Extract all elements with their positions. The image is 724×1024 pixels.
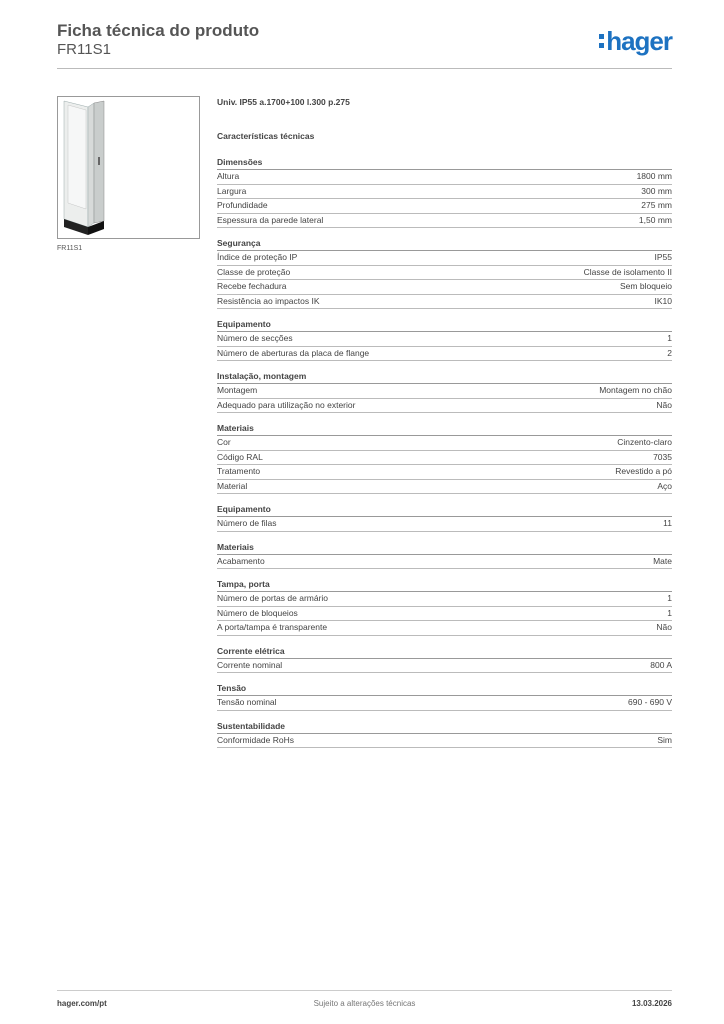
spec-value: 300 mm <box>641 185 672 196</box>
spec-label: Cor <box>217 437 231 447</box>
spec-row <box>217 465 672 480</box>
section-title: Instalação, montagem <box>217 371 672 384</box>
spec-value: 1 <box>667 607 672 618</box>
spec-row <box>217 199 672 214</box>
spec-row <box>217 295 672 310</box>
spec-value: Sem bloqueio <box>620 281 672 291</box>
spec-value: Mate <box>653 555 672 566</box>
spec-label: Código RAL <box>217 451 263 462</box>
spec-label: Número de portas de armário <box>217 593 329 603</box>
section-title: Tensão <box>217 683 672 696</box>
header <box>57 20 259 59</box>
logo-text: hager <box>606 26 672 56</box>
spec-section <box>217 542 672 570</box>
footer-date: 13.03.2026 <box>631 999 672 1008</box>
section-title: Materiais <box>217 542 672 555</box>
spec-section <box>217 238 672 309</box>
section-title: Dimensões <box>217 157 672 170</box>
spec-section <box>217 579 672 636</box>
spec-section <box>217 646 672 674</box>
specs-heading: Características técnicas <box>217 131 315 141</box>
spec-value: Cinzento-claro <box>617 437 672 447</box>
section-title: Materiais <box>217 423 672 436</box>
spec-label: Índice de proteção IP <box>217 252 298 262</box>
spec-label: Altura <box>217 171 240 181</box>
spec-value: Montagem no chão <box>599 385 672 395</box>
spec-value: 275 mm <box>641 200 672 210</box>
spec-value: 800 A <box>650 659 672 670</box>
spec-label: Profundidade <box>217 200 268 210</box>
spec-label: A porta/tampa é transparente <box>217 622 328 632</box>
section-title: Sustentabilidade <box>217 721 672 734</box>
section-title: Corrente elétrica <box>217 646 672 659</box>
spec-label: Número de aberturas da placa de flange <box>217 347 370 358</box>
spec-value: Não <box>656 399 672 410</box>
product-code: FR11S1 <box>57 41 111 58</box>
cabinet-image <box>58 97 199 238</box>
spec-value: IK10 <box>654 295 672 306</box>
spec-label: Acabamento <box>217 555 265 566</box>
specs-sections <box>217 157 672 748</box>
spec-row <box>217 214 672 229</box>
spec-row <box>217 384 672 399</box>
spec-label: Tratamento <box>217 466 261 476</box>
spec-row <box>217 696 672 711</box>
product-description: Univ. IP55 a.1700+100 l.300 p.275 <box>217 97 350 107</box>
spec-value: IP55 <box>654 252 672 262</box>
spec-value: 7035 <box>653 451 672 462</box>
spec-value: 1 <box>667 593 672 603</box>
spec-row <box>217 734 672 749</box>
spec-row <box>217 436 672 451</box>
spec-row <box>217 251 672 266</box>
spec-label: Montagem <box>217 385 258 395</box>
spec-value: Aço <box>657 480 672 491</box>
spec-section <box>217 423 672 494</box>
spec-section <box>217 683 672 711</box>
spec-value: 690 - 690 V <box>628 697 672 707</box>
spec-row <box>217 480 672 495</box>
spec-value: 1,50 mm <box>638 214 672 225</box>
spec-row <box>217 332 672 347</box>
spec-label: Conformidade RoHs <box>217 734 295 745</box>
footer-website[interactable]: hager.com/pt <box>57 999 107 1008</box>
spec-value: Sim <box>657 734 672 745</box>
spec-section <box>217 504 672 532</box>
spec-value: Classe de isolamento II <box>583 266 672 277</box>
spec-label: Material <box>217 480 248 491</box>
section-title: Segurança <box>217 238 672 251</box>
spec-row <box>217 266 672 281</box>
spec-row <box>217 451 672 466</box>
section-title: Tampa, porta <box>217 579 672 592</box>
image-caption: FR11S1 <box>57 245 83 252</box>
spec-label: Número de secções <box>217 333 293 343</box>
spec-row <box>217 185 672 200</box>
spec-row <box>217 607 672 622</box>
specs-content <box>217 97 672 758</box>
spec-row <box>217 517 672 532</box>
spec-value: Revestido a pó <box>615 466 672 476</box>
spec-value: 1800 mm <box>636 171 672 181</box>
logo-colon-icon <box>599 34 604 48</box>
spec-row <box>217 621 672 636</box>
spec-label: Largura <box>217 185 247 196</box>
spec-row <box>217 170 672 185</box>
hager-logo[interactable] <box>599 28 672 54</box>
spec-label: Número de filas <box>217 518 277 528</box>
spec-label: Recebe fechadura <box>217 281 287 291</box>
spec-value: Não <box>656 622 672 632</box>
spec-section <box>217 157 672 228</box>
spec-label: Classe de proteção <box>217 266 291 277</box>
section-title: Equipamento <box>217 504 672 517</box>
footer-notice: Sujeito a alterações técnicas <box>313 999 416 1008</box>
footer <box>57 990 672 1008</box>
spec-row <box>217 659 672 674</box>
spec-value: 11 <box>663 518 672 528</box>
spec-value: 2 <box>667 347 672 358</box>
spec-label: Tensão nominal <box>217 697 277 707</box>
page-title: Ficha técnica do produto <box>57 21 260 40</box>
section-title: Equipamento <box>217 319 672 332</box>
spec-row <box>217 280 672 295</box>
spec-row <box>217 399 672 414</box>
spec-row <box>217 555 672 570</box>
spec-section <box>217 319 672 361</box>
spec-value: 1 <box>667 333 672 343</box>
spec-row <box>217 592 672 607</box>
spec-label: Corrente nominal <box>217 659 283 670</box>
spec-section <box>217 371 672 413</box>
spec-section <box>217 721 672 749</box>
spec-label: Espessura da parede lateral <box>217 214 324 225</box>
spec-row <box>217 347 672 362</box>
product-image <box>57 96 200 239</box>
spec-label: Resistência ao impactos IK <box>217 295 320 306</box>
spec-label: Número de bloqueios <box>217 607 298 618</box>
header-divider <box>57 68 672 69</box>
spec-label: Adequado para utilização no exterior <box>217 399 356 410</box>
